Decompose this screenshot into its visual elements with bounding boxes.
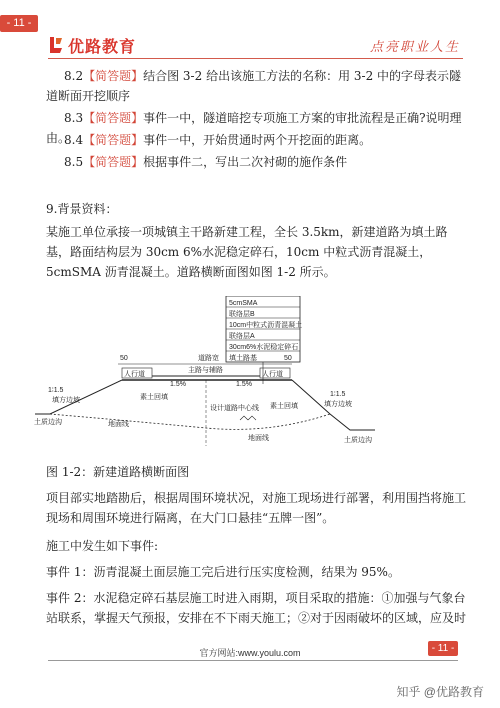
question-8-5 <box>46 152 466 172</box>
layer-fill-subgrade: 填土路基 <box>229 355 257 362</box>
slope-left-label: 1.5% <box>170 381 186 388</box>
ground-line <box>50 414 330 429</box>
sidewalk-right-label: 人行道 <box>262 371 283 378</box>
dim-left: 50 <box>120 355 128 362</box>
road-surface <box>122 365 292 388</box>
slogan: 点亮职业人生 <box>369 40 460 55</box>
paragraph-events-intro: 施工中发生如下事件: <box>46 539 159 553</box>
dim-right: 50 <box>284 355 292 362</box>
layer-bond-a: 联络层A <box>229 333 255 340</box>
slope-protection-left-label: 填方边坡 <box>52 397 80 404</box>
question-text: 事件一中，开始贯通时两个开挖面的距离。 <box>143 133 372 147</box>
figure-caption: 图 1-2：新建道路横断面图 <box>46 465 190 479</box>
question-number: 8.3 <box>64 111 84 125</box>
logo <box>48 35 136 55</box>
question-number: 8.5 <box>64 155 84 169</box>
question-8-2 <box>46 66 466 106</box>
layer-asphalt: 10cm中粒式沥青混凝土 <box>229 322 303 329</box>
fill-label: 素土回填 <box>140 394 168 401</box>
slope-protection-right-label: 填方边坡 <box>324 401 352 408</box>
question-tag: 【简答题】 <box>83 69 144 83</box>
layer-sma: 5cmSMA <box>229 300 258 307</box>
zhihu-watermark: 知乎 @优路教育 <box>396 685 484 699</box>
question-text: 根据事件二，写出二次衬砌的施作条件 <box>143 155 348 169</box>
paragraph-event-2: 事件 2：水泥稳定碎石基层施工时进入雨期，项目采取的措施：①加强与气象台站联系，掌握天气预报，安排在不下雨天施工；②对于因雨破坏的区域，应及时 <box>46 591 467 625</box>
question-number: 8.4 <box>64 133 84 147</box>
footer-page-badge: - 11 - <box>428 641 458 656</box>
logo-text: 优路教育 <box>68 38 137 56</box>
paragraph-site-survey: 项目部实地踏勘后，根据周围环境状况，对施工现场进行部署，利用围挡将施工现场和周围环境进行隔离，在大门口悬挂“五牌一图”。 <box>46 491 467 525</box>
ditch-right-label: 土质边沟 <box>344 437 372 444</box>
section-intro: 某施工单位承接一项城镇主干路新建工程，全长 3.5km，新建道路为填土路基，路面结构层为 30cm 6%水泥稳定碎石，10cm 中粒式沥青混凝土，5cmSMA 沥青混凝土。道路横断面图如图 1-2 所示。 <box>46 225 448 279</box>
question-text: 事件一中，隧道暗挖专项施工方案的审批流程是正确?说明理由。 <box>46 111 462 145</box>
layer-cement-gravel: 30cm6%水泥稳定碎石 <box>229 344 299 351</box>
ditch-left-label: 土质边沟 <box>34 419 62 426</box>
question-tag: 【简答题】 <box>83 111 144 125</box>
question-text: 结合图 3-2 给出该施工方法的名称：用 3-2 中的字母表示隧道断面开挖顺序 <box>46 69 462 103</box>
sidewalk-left-label: 人行道 <box>124 371 145 378</box>
fill-right-label: 素土回填 <box>270 403 298 410</box>
soil-hatch <box>240 416 256 420</box>
road-cross-section-diagram <box>30 296 410 456</box>
footer-divider <box>48 660 458 661</box>
ground-line-right-label: 地面线 <box>248 435 269 442</box>
ratio-right-label: 1∶1.5 <box>330 391 346 398</box>
slope-right-label: 1.5% <box>236 381 252 388</box>
embankment <box>34 380 375 446</box>
page-number-badge: - 11 - <box>0 15 38 32</box>
paragraph-event-1: 事件 1：沥青混凝土面层施工完后进行压实度检测，结果为 95%。 <box>46 565 400 579</box>
question-8-4 <box>46 130 466 150</box>
logo-icon <box>48 36 64 54</box>
footer-website: 官方网站:www.youlu.com <box>199 648 301 658</box>
road-width-label: 道路宽 <box>198 355 219 362</box>
center-line-label: 设计道路中心线 <box>210 405 259 412</box>
question-tag: 【简答题】 <box>83 133 144 147</box>
section-heading: 9.背景资料： <box>46 202 118 216</box>
ground-line-left-label: 地面线 <box>108 421 129 428</box>
question-tag: 【简答题】 <box>83 155 144 169</box>
header-divider <box>48 58 463 59</box>
layer-bond-b: 联络层B <box>229 311 255 318</box>
ratio-left-label: 1∶1.5 <box>48 387 64 394</box>
question-number: 8.2 <box>64 69 84 83</box>
main-road-label: 主路与辅路 <box>188 367 223 374</box>
